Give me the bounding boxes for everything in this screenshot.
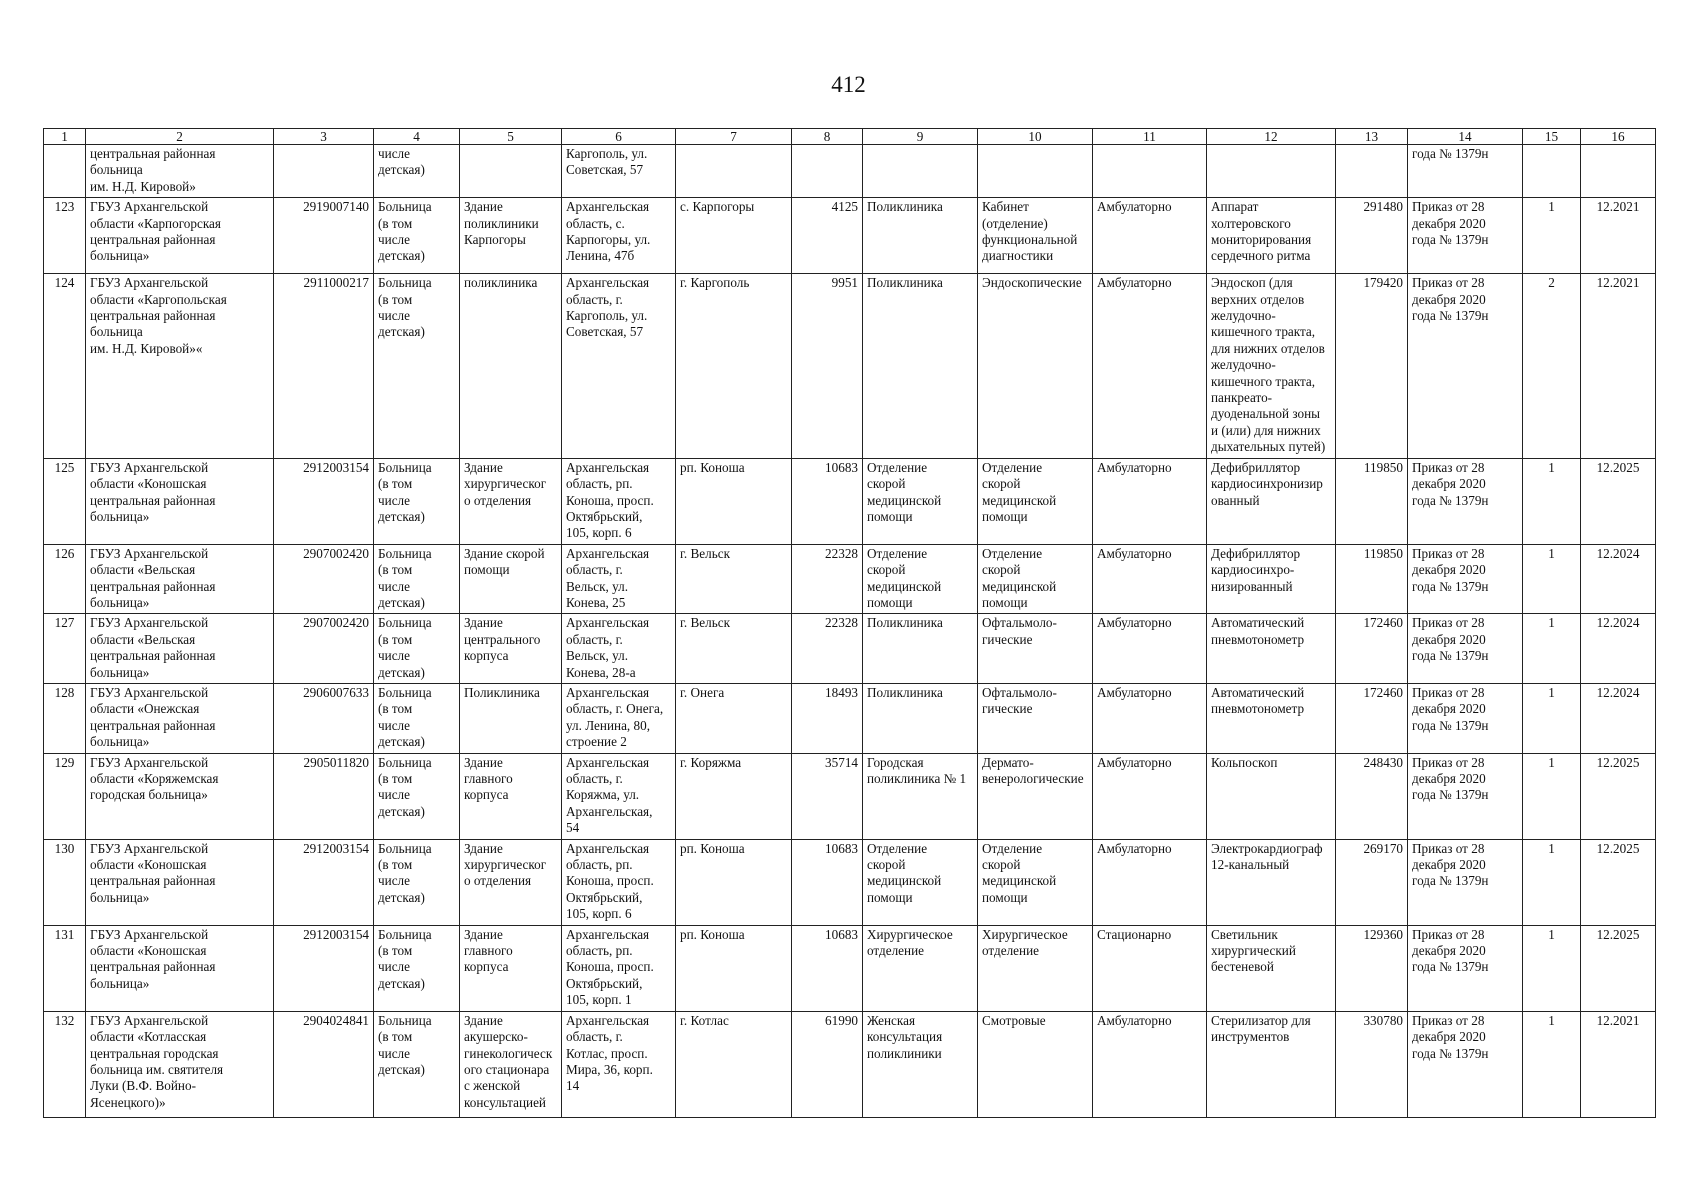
- column-header: 4: [374, 129, 460, 145]
- cell-care: Амбулаторно: [1093, 839, 1207, 925]
- cell-num: 130: [44, 839, 86, 925]
- table-row: [44, 198, 1656, 274]
- cell-inn: 2904024841: [274, 1011, 374, 1117]
- cell-num: 123: [44, 198, 86, 274]
- cell-order: Приказ от 28 декабря 2020 года № 1379н: [1408, 544, 1523, 614]
- cell-subdivision: [863, 145, 978, 198]
- cell-type: Больница (в том числе детская): [374, 274, 460, 458]
- cell-care: Амбулаторно: [1093, 458, 1207, 544]
- cell-price: [1336, 145, 1408, 198]
- table-row: [44, 1011, 1656, 1117]
- cell-care: Амбулаторно: [1093, 683, 1207, 753]
- header-row: [44, 129, 1656, 145]
- cell-org: ГБУЗ Архангельской области «Котласская центральная городская больница им. святителя Луки (В.Ф. Войно- Ясенецкого)»: [86, 1011, 274, 1117]
- cell-org: ГБУЗ Архангельской области «Вельская центральная районная больница»: [86, 544, 274, 614]
- cell-org: ГБУЗ Архангельской области «Онежская центральная районная больница»: [86, 683, 274, 753]
- cell-price: 119850: [1336, 458, 1408, 544]
- table-row: [44, 925, 1656, 1011]
- cell-equipment: Электрокардиограф 12-канальный: [1207, 839, 1336, 925]
- cell-qty: 1: [1523, 198, 1581, 274]
- column-header: 11: [1093, 129, 1207, 145]
- cell-address: Архангельская область, г. Котлас, просп. Мира, 36, корп. 14: [562, 1011, 676, 1117]
- cell-care: Амбулаторно: [1093, 544, 1207, 614]
- cell-num: 131: [44, 925, 86, 1011]
- cell-date: 12.2024: [1581, 544, 1656, 614]
- cell-type: Больница (в том числе детская): [374, 753, 460, 839]
- cell-num: 128: [44, 683, 86, 753]
- cell-type: Больница (в том числе детская): [374, 544, 460, 614]
- cell-locality: г. Каргополь: [676, 274, 792, 458]
- cell-care: Стационарно: [1093, 925, 1207, 1011]
- cell-population: 9951: [792, 274, 863, 458]
- cell-care: Амбулаторно: [1093, 198, 1207, 274]
- cell-inn: 2907002420: [274, 614, 374, 684]
- cell-qty: 1: [1523, 839, 1581, 925]
- cell-equipment: Эндоскоп (для верхних отделов желудочно- кишечного тракта, для нижних отделов желудочно- кишечного тракта, панкреато- дуоденальной зоны и (или) для нижних дыхательных путей): [1207, 274, 1336, 458]
- cell-org: ГБУЗ Архангельской области «Каргопольская центральная районная больница им. Н.Д. Кировой»«: [86, 274, 274, 458]
- cell-equipment: Аппарат холтеровского мониторирования сердечного ритма: [1207, 198, 1336, 274]
- cell-type: Больница (в том числе детская): [374, 458, 460, 544]
- cell-num: 129: [44, 753, 86, 839]
- cell-building: Здание акушерско- гинекологическ ого стационара с женской консультацией: [460, 1011, 562, 1117]
- cell-qty: 1: [1523, 925, 1581, 1011]
- column-header: 16: [1581, 129, 1656, 145]
- cell-num: 125: [44, 458, 86, 544]
- cell-date: [1581, 145, 1656, 198]
- cell-dept: Офтальмоло- гические: [978, 683, 1093, 753]
- table-row: [44, 544, 1656, 614]
- cell-type: числе детская): [374, 145, 460, 198]
- cell-subdivision: Городская поликлиника № 1: [863, 753, 978, 839]
- cell-dept: Отделение скорой медицинской помощи: [978, 458, 1093, 544]
- cell-price: 291480: [1336, 198, 1408, 274]
- cell-locality: г. Онега: [676, 683, 792, 753]
- cell-subdivision: Хирургическое отделение: [863, 925, 978, 1011]
- cell-type: Больница (в том числе детская): [374, 198, 460, 274]
- cell-order: Приказ от 28 декабря 2020 года № 1379н: [1408, 274, 1523, 458]
- cell-equipment: [1207, 145, 1336, 198]
- cell-date: 12.2024: [1581, 683, 1656, 753]
- cell-equipment: Автоматический пневмотонометр: [1207, 614, 1336, 684]
- cell-equipment: Дефибриллятор кардиосинхронизир ованный: [1207, 458, 1336, 544]
- cell-inn: 2907002420: [274, 544, 374, 614]
- cell-care: Амбулаторно: [1093, 614, 1207, 684]
- cell-price: 269170: [1336, 839, 1408, 925]
- cell-locality: г. Вельск: [676, 614, 792, 684]
- cell-inn: 2919007140: [274, 198, 374, 274]
- cell-inn: 2912003154: [274, 925, 374, 1011]
- cell-qty: 1: [1523, 683, 1581, 753]
- column-header: 10: [978, 129, 1093, 145]
- cell-inn: 2911000217: [274, 274, 374, 458]
- cell-qty: [1523, 145, 1581, 198]
- cell-subdivision: Поликлиника: [863, 683, 978, 753]
- cell-date: 12.2025: [1581, 925, 1656, 1011]
- column-header: 8: [792, 129, 863, 145]
- cell-order: Приказ от 28 декабря 2020 года № 1379н: [1408, 614, 1523, 684]
- column-header: 14: [1408, 129, 1523, 145]
- cell-building: Здание поликлиники Карпогоры: [460, 198, 562, 274]
- cell-org: ГБУЗ Архангельской области «Коношская центральная районная больница»: [86, 925, 274, 1011]
- column-header: 15: [1523, 129, 1581, 145]
- column-header: 1: [44, 129, 86, 145]
- cell-building: Здание центрального корпуса: [460, 614, 562, 684]
- cell-qty: 1: [1523, 614, 1581, 684]
- cell-locality: [676, 145, 792, 198]
- cell-type: Больница (в том числе детская): [374, 1011, 460, 1117]
- cell-order: Приказ от 28 декабря 2020 года № 1379н: [1408, 839, 1523, 925]
- cell-dept: Смотровые: [978, 1011, 1093, 1117]
- cell-population: 22328: [792, 544, 863, 614]
- cell-qty: 2: [1523, 274, 1581, 458]
- table-row: [44, 614, 1656, 684]
- cell-price: 330780: [1336, 1011, 1408, 1117]
- cell-address: Архангельская область, г. Коряжма, ул. Архангельская, 54: [562, 753, 676, 839]
- table-body: [44, 145, 1656, 1118]
- cell-org: ГБУЗ Архангельской области «Вельская центральная районная больница»: [86, 614, 274, 684]
- cell-dept: Эндоскопические: [978, 274, 1093, 458]
- cell-num: [44, 145, 86, 198]
- column-header: 2: [86, 129, 274, 145]
- cell-qty: 1: [1523, 458, 1581, 544]
- column-header: 9: [863, 129, 978, 145]
- cell-subdivision: Отделение скорой медицинской помощи: [863, 839, 978, 925]
- cell-org: ГБУЗ Архангельской области «Коряжемская городская больница»: [86, 753, 274, 839]
- cell-locality: рп. Коноша: [676, 925, 792, 1011]
- cell-care: [1093, 145, 1207, 198]
- cell-subdivision: Женская консультация поликлиники: [863, 1011, 978, 1117]
- cell-price: 248430: [1336, 753, 1408, 839]
- cell-dept: Отделение скорой медицинской помощи: [978, 544, 1093, 614]
- cell-price: 172460: [1336, 614, 1408, 684]
- cell-subdivision: Поликлиника: [863, 274, 978, 458]
- cell-address: Архангельская область, г. Вельск, ул. Конева, 28-а: [562, 614, 676, 684]
- cell-qty: 1: [1523, 1011, 1581, 1117]
- table-row: [44, 274, 1656, 458]
- cell-population: 61990: [792, 1011, 863, 1117]
- cell-inn: 2912003154: [274, 458, 374, 544]
- cell-qty: 1: [1523, 544, 1581, 614]
- table-row: [44, 458, 1656, 544]
- cell-order: Приказ от 28 декабря 2020 года № 1379н: [1408, 925, 1523, 1011]
- cell-date: 12.2025: [1581, 753, 1656, 839]
- cell-equipment: Светильник хирургический бестеневой: [1207, 925, 1336, 1011]
- cell-price: 179420: [1336, 274, 1408, 458]
- cell-address: Архангельская область, с. Карпогоры, ул. Ленина, 47б: [562, 198, 676, 274]
- cell-population: 18493: [792, 683, 863, 753]
- cell-building: [460, 145, 562, 198]
- cell-price: 119850: [1336, 544, 1408, 614]
- cell-inn: 2906007633: [274, 683, 374, 753]
- cell-qty: 1: [1523, 753, 1581, 839]
- cell-dept: [978, 145, 1093, 198]
- cell-locality: г. Коряжма: [676, 753, 792, 839]
- cell-building: Здание главного корпуса: [460, 925, 562, 1011]
- cell-population: 10683: [792, 925, 863, 1011]
- cell-population: 4125: [792, 198, 863, 274]
- cell-order: Приказ от 28 декабря 2020 года № 1379н: [1408, 458, 1523, 544]
- cell-address: Архангельская область, рп. Коноша, просп. Октябрьский, 105, корп. 1: [562, 925, 676, 1011]
- cell-population: 35714: [792, 753, 863, 839]
- cell-care: Амбулаторно: [1093, 274, 1207, 458]
- cell-address: Архангельская область, рп. Коноша, просп. Октябрьский, 105, корп. 6: [562, 839, 676, 925]
- cell-dept: Офтальмоло- гические: [978, 614, 1093, 684]
- cell-dept: Хирургическое отделение: [978, 925, 1093, 1011]
- cell-order: Приказ от 28 декабря 2020 года № 1379н: [1408, 753, 1523, 839]
- cell-num: 126: [44, 544, 86, 614]
- cell-locality: г. Вельск: [676, 544, 792, 614]
- cell-order: Приказ от 28 декабря 2020 года № 1379н: [1408, 683, 1523, 753]
- column-header: 13: [1336, 129, 1408, 145]
- cell-date: 12.2025: [1581, 458, 1656, 544]
- cell-building: поликлиника: [460, 274, 562, 458]
- cell-num: 124: [44, 274, 86, 458]
- cell-equipment: Дефибриллятор кардиосинхро- низированный: [1207, 544, 1336, 614]
- cell-dept: Кабинет (отделение) функциональной диагностики: [978, 198, 1093, 274]
- cell-address: Архангельская область, рп. Коноша, просп. Октябрьский, 105, корп. 6: [562, 458, 676, 544]
- cell-org: ГБУЗ Архангельской области «Коношская центральная районная больница»: [86, 839, 274, 925]
- cell-locality: с. Карпогоры: [676, 198, 792, 274]
- column-header: 5: [460, 129, 562, 145]
- cell-type: Больница (в том числе детская): [374, 925, 460, 1011]
- cell-population: 22328: [792, 614, 863, 684]
- cell-subdivision: Поликлиника: [863, 198, 978, 274]
- cell-care: Амбулаторно: [1093, 1011, 1207, 1117]
- cell-building: Здание скорой помощи: [460, 544, 562, 614]
- cell-date: 12.2021: [1581, 1011, 1656, 1117]
- cell-order: Приказ от 28 декабря 2020 года № 1379н: [1408, 1011, 1523, 1117]
- page-number: 412: [831, 72, 866, 97]
- column-header: 6: [562, 129, 676, 145]
- cell-org: ГБУЗ Архангельской области «Карпогорская центральная районная больница»: [86, 198, 274, 274]
- cell-dept: Отделение скорой медицинской помощи: [978, 839, 1093, 925]
- cell-address: Архангельская область, г. Онега, ул. Ленина, 80, строение 2: [562, 683, 676, 753]
- cell-subdivision: Отделение скорой медицинской помощи: [863, 544, 978, 614]
- table-row: [44, 753, 1656, 839]
- table-row: [44, 683, 1656, 753]
- cell-locality: рп. Коноша: [676, 839, 792, 925]
- table-row: [44, 145, 1656, 198]
- cell-address: Архангельская область, г. Каргополь, ул. Советская, 57: [562, 274, 676, 458]
- cell-equipment: Кольпоскоп: [1207, 753, 1336, 839]
- cell-org: ГБУЗ Архангельской области «Коношская центральная районная больница»: [86, 458, 274, 544]
- cell-population: [792, 145, 863, 198]
- cell-subdivision: Отделение скорой медицинской помощи: [863, 458, 978, 544]
- cell-locality: г. Котлас: [676, 1011, 792, 1117]
- cell-price: 172460: [1336, 683, 1408, 753]
- cell-num: 132: [44, 1011, 86, 1117]
- table-row: [44, 839, 1656, 925]
- cell-type: Больница (в том числе детская): [374, 683, 460, 753]
- cell-date: 12.2024: [1581, 614, 1656, 684]
- cell-address: Каргополь, ул. Советская, 57: [562, 145, 676, 198]
- cell-building: Здание хирургическог о отделения: [460, 839, 562, 925]
- cell-inn: [274, 145, 374, 198]
- cell-price: 129360: [1336, 925, 1408, 1011]
- cell-care: Амбулаторно: [1093, 753, 1207, 839]
- cell-order: Приказ от 28 декабря 2020 года № 1379н: [1408, 198, 1523, 274]
- cell-subdivision: Поликлиника: [863, 614, 978, 684]
- cell-inn: 2912003154: [274, 839, 374, 925]
- cell-inn: 2905011820: [274, 753, 374, 839]
- cell-population: 10683: [792, 458, 863, 544]
- cell-org: центральная районная больница им. Н.Д. Кировой»: [86, 145, 274, 198]
- column-header: 3: [274, 129, 374, 145]
- column-header: 12: [1207, 129, 1336, 145]
- cell-address: Архангельская область, г. Вельск, ул. Конева, 25: [562, 544, 676, 614]
- cell-population: 10683: [792, 839, 863, 925]
- cell-equipment: Стерилизатор для инструментов: [1207, 1011, 1336, 1117]
- cell-date: 12.2021: [1581, 274, 1656, 458]
- cell-building: Здание хирургическог о отделения: [460, 458, 562, 544]
- cell-dept: Дермато- венерологические: [978, 753, 1093, 839]
- cell-locality: рп. Коноша: [676, 458, 792, 544]
- register-table: [43, 128, 1656, 1118]
- cell-date: 12.2025: [1581, 839, 1656, 925]
- cell-num: 127: [44, 614, 86, 684]
- column-header: 7: [676, 129, 792, 145]
- cell-order: года № 1379н: [1408, 145, 1523, 198]
- cell-equipment: Автоматический пневмотонометр: [1207, 683, 1336, 753]
- cell-building: Поликлиника: [460, 683, 562, 753]
- cell-type: Больница (в том числе детская): [374, 614, 460, 684]
- cell-building: Здание главного корпуса: [460, 753, 562, 839]
- cell-date: 12.2021: [1581, 198, 1656, 274]
- cell-type: Больница (в том числе детская): [374, 839, 460, 925]
